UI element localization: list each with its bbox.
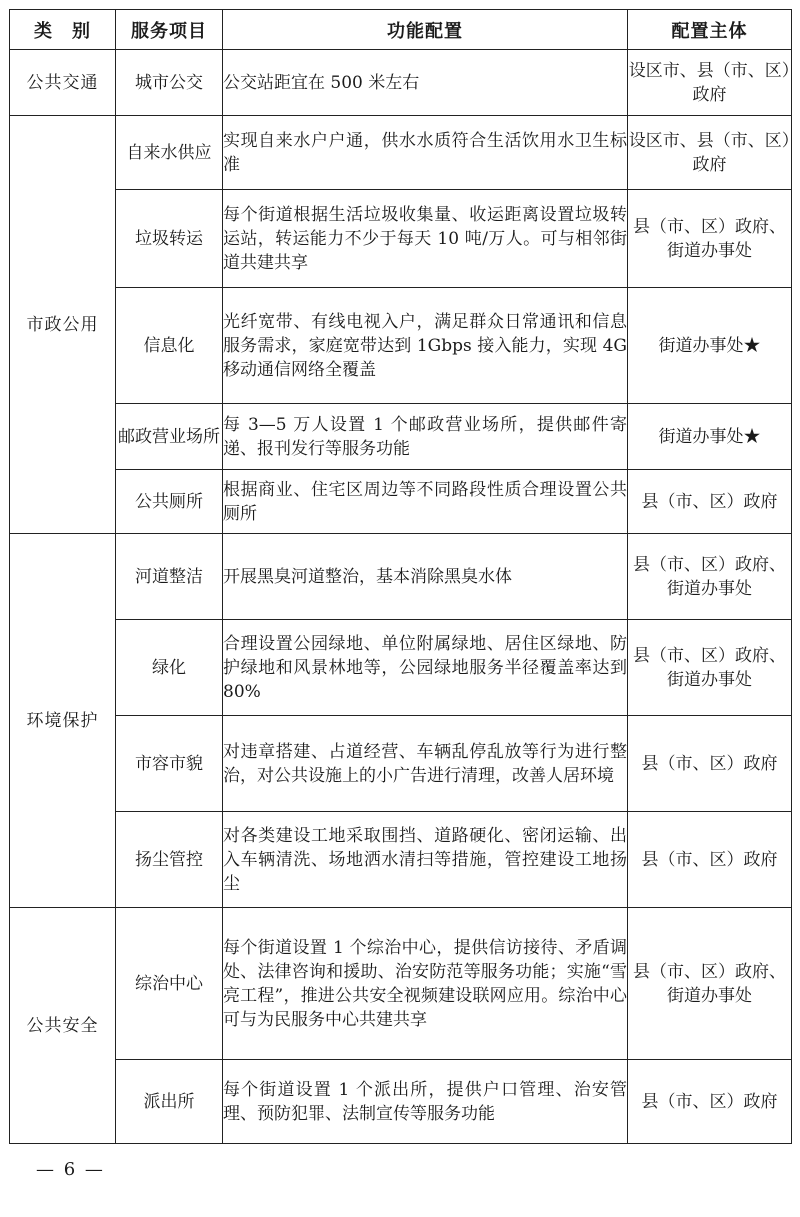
service-table: [9, 9, 792, 1144]
row-item: 城市公交: [116, 50, 223, 116]
row-subject: 县（市、区）政府、街道办事处: [628, 908, 792, 1060]
table-row: [10, 812, 792, 908]
table-row: [10, 534, 792, 620]
category-transport: 公共交通: [10, 50, 116, 116]
row-item: 垃圾转运: [116, 190, 223, 288]
row-subject: 街道办事处★: [628, 404, 792, 470]
table-header-row: [10, 10, 792, 50]
page-number: — 6 —: [36, 1159, 105, 1180]
row-subject: 县（市、区）政府: [628, 812, 792, 908]
row-function: 每个街道设置 1 个派出所，提供户口管理、治安管理、预防犯罪、法制宣传等服务功能: [223, 1060, 628, 1144]
row-item: 派出所: [116, 1060, 223, 1144]
table-row: [10, 50, 792, 116]
row-function: 合理设置公园绿地、单位附属绿地、居住区绿地、防护绿地和风景林地等，公园绿地服务半径覆盖率达到 80%: [223, 620, 628, 716]
category-safety: 公共安全: [10, 908, 116, 1144]
row-item: 综治中心: [116, 908, 223, 1060]
row-function: 每个街道设置 1 个综治中心，提供信访接待、矛盾调处、法律咨询和援助、治安防范等服务功能；实施“雪亮工程”，推进公共安全视频建设联网应用。综治中心可与为民服务中心共建共享: [223, 908, 628, 1060]
category-municipal: 市政公用: [10, 116, 116, 534]
row-item: 市容市貌: [116, 716, 223, 812]
table-row: [10, 404, 792, 470]
row-function: 开展黑臭河道整治，基本消除黑臭水体: [223, 534, 628, 620]
category-environment: 环境保护: [10, 534, 116, 908]
table-row: [10, 620, 792, 716]
row-item: 信息化: [116, 288, 223, 404]
row-subject: 县（市、区）政府: [628, 1060, 792, 1144]
table-row: [10, 190, 792, 288]
row-function: 对违章搭建、占道经营、车辆乱停乱放等行为进行整治，对公共设施上的小广告进行清理，改善人居环境: [223, 716, 628, 812]
row-subject: 县（市、区）政府、街道办事处: [628, 534, 792, 620]
row-function: 每个街道根据生活垃圾收集量、收运距离设置垃圾转运站，转运能力不少于每天 10 吨/万人。可与相邻街道共建共享: [223, 190, 628, 288]
header-function: 功能配置: [223, 10, 628, 50]
row-item: 扬尘管控: [116, 812, 223, 908]
table-row: [10, 116, 792, 190]
row-function: 公交站距宜在 500 米左右: [223, 50, 628, 116]
row-subject: 县（市、区）政府、街道办事处: [628, 190, 792, 288]
table-row: [10, 716, 792, 812]
table-row: [10, 908, 792, 1060]
row-subject: 街道办事处★: [628, 288, 792, 404]
row-subject: 县（市、区）政府、街道办事处: [628, 620, 792, 716]
row-function: 根据商业、住宅区周边等不同路段性质合理设置公共厕所: [223, 470, 628, 534]
row-item: 邮政营业场所: [116, 404, 223, 470]
header-category: 类 别: [10, 10, 116, 50]
row-function: 每 3—5 万人设置 1 个邮政营业场所，提供邮件寄递、报刊发行等服务功能: [223, 404, 628, 470]
row-item: 绿化: [116, 620, 223, 716]
row-function: 对各类建设工地采取围挡、道路硬化、密闭运输、出入车辆清洗、场地洒水清扫等措施，管控建设工地扬尘: [223, 812, 628, 908]
table-row: [10, 288, 792, 404]
row-item: 自来水供应: [116, 116, 223, 190]
row-subject: 设区市、县（市、区）政府: [628, 116, 792, 190]
row-function: 实现自来水户户通，供水水质符合生活饮用水卫生标准: [223, 116, 628, 190]
table-row: [10, 470, 792, 534]
header-subject: 配置主体: [628, 10, 792, 50]
row-subject: 县（市、区）政府: [628, 716, 792, 812]
row-subject: 设区市、县（市、区）政府: [628, 50, 792, 116]
table-row: [10, 1060, 792, 1144]
row-subject: 县（市、区）政府: [628, 470, 792, 534]
row-item: 河道整洁: [116, 534, 223, 620]
row-item: 公共厕所: [116, 470, 223, 534]
header-item: 服务项目: [116, 10, 223, 50]
row-function: 光纤宽带、有线电视入户，满足群众日常通讯和信息服务需求，家庭宽带达到 1Gbps 接入能力，实现 4G 移动通信网络全覆盖: [223, 288, 628, 404]
